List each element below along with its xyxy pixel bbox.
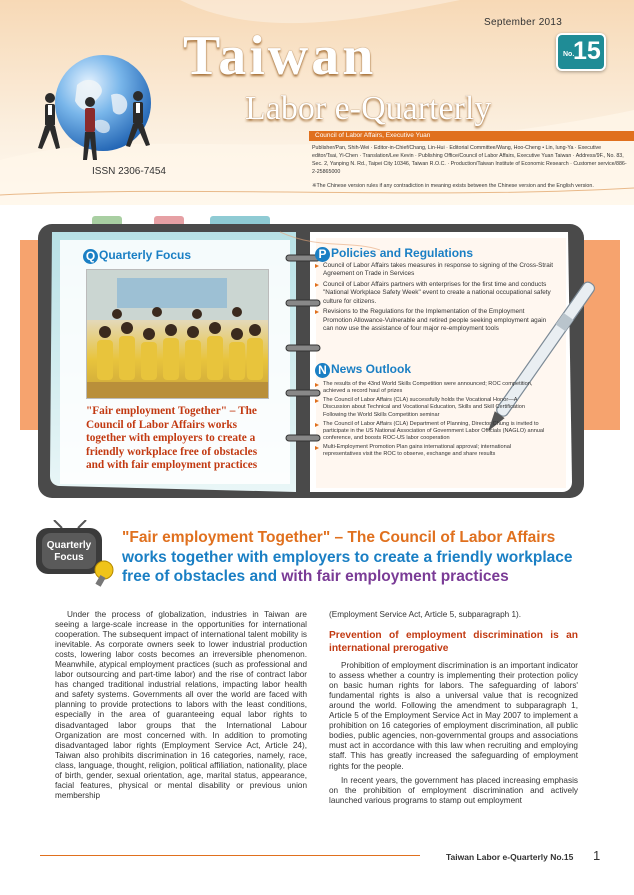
footer-label: Taiwan Labor e-Quarterly No.15 — [446, 852, 574, 862]
heading-initial-icon: Q — [83, 249, 98, 264]
feature-title-part-2: works together with employers to create a friendly workplace free of obstacles and — [122, 548, 573, 585]
news-heading-text: News Outlook — [331, 362, 412, 376]
feature-title-part-1: "Fair employment Together" – The Council of Labor Affairs — [122, 529, 556, 546]
publication-subtitle: Labor e-Quarterly — [245, 90, 492, 127]
badge-line-2: Focus — [54, 552, 84, 563]
badge-line-1: Quarterly — [46, 540, 92, 551]
feature-title — [122, 528, 602, 587]
article-right-column — [329, 610, 578, 806]
quarterly-focus-tv-icon — [32, 520, 114, 588]
masthead — [0, 0, 634, 205]
group-photo — [86, 269, 269, 399]
list-item[interactable]: Council of Labor Affairs partners with enterprises for the first time and conducts "National Workplace Safety Week" event to create a national occupational safety culture for citizens. — [315, 281, 555, 306]
publication-info: Publisher/Pan, Shih-Wei · Editor-in-Chief/Chang, Lin-Hui · Editorial Committee/Wang, Hoo-Cheng • Lin, lung-Ya · Executive editor/Tsai, Yi-Chen · Translation/Lee Kevin · Publishing Office/Council of Labor Affairs, Executive Yuan Taiwan · Address/9F., No. 83, Sec. 2, Yanping N. Rd., Taipei City 10346, Taiwan R.O.C. · Production/Taiwan Institute of Economic Research · Customer service/886-2-25865000 — [312, 145, 627, 175]
issn-number: ISSN 2306-7454 — [92, 166, 166, 177]
list-item[interactable]: Multi-Employment Promotion Plan gains international approval; international representatives visit the ROC to observe, exchange and share results — [315, 444, 545, 458]
agency-bar — [309, 131, 634, 141]
language-note: ※The Chinese version rules if any contradiction in meaning exists between the Chinese version and the English version. — [312, 183, 594, 189]
quarterly-focus-heading-text: Quarterly Focus — [99, 248, 192, 262]
agency-name: Council of Labor Affairs, Executive Yuan — [315, 132, 431, 139]
article-continuation: (Employment Service Act, Article 5, subparagraph 1). — [329, 610, 522, 619]
list-item[interactable]: The Council of Labor Affairs (CLA) successfully holds the Vocational Honor—A Discussion about Technical and Vocational Education, Skills and Skill Certification Following the World Skills Competition seminar — [315, 397, 545, 419]
publication-title: Taiwan — [183, 25, 377, 87]
issue-number: 15 — [573, 37, 601, 65]
heading-initial-icon: N — [315, 363, 330, 378]
group-photo-illustration — [87, 270, 268, 398]
page-number: 1 — [593, 848, 601, 863]
footer-rule — [40, 855, 420, 856]
issue-prefix: No. — [563, 51, 575, 58]
quarterly-focus-heading — [83, 248, 191, 264]
list-item[interactable]: The Council of Labor Affairs (CLA) Department of Planning, Director Chung is invited to participate in the US National Association of Government Labor Officials (NAGLO) annual conference, and boosts ROC-US labor cooperation — [315, 421, 545, 443]
issue-date: September 2013 — [484, 17, 563, 28]
list-item[interactable]: The results of the 43nd World Skills Competition were announced; ROC competition, achieved a record haul of prizes — [315, 381, 545, 395]
policies-heading — [315, 246, 473, 262]
heading-initial-icon: P — [315, 247, 330, 262]
quarterly-focus-caption[interactable]: "Fair employment Together" – The Council of Labor Affairs works together with employers to create a friendly workplace free of obstacles and with fair employment practices — [86, 405, 258, 472]
list-item[interactable]: Revisions to the Regulations for the Implementation of the Employment Promotion Allowance-Vulnerable and retired people seeking employment again can now use the assistance of four major re-employment tools — [315, 308, 555, 333]
business-people-illustration — [28, 88, 168, 168]
article-left-column: Under the process of globalization, industries in Taiwan are seeing a large-scale increase in the opportunities for international cooperation. The subsequent impact of international talent mobility is inevitable. As corporate owners seek to lower industrial production costs, lowering labor costs becomes an irreversible phenomenon. Meanwhile, atypical employment practices (such as professional and labor outsourcing and part-time labor) and the rise of contract labor has changed traditional industrial relations, impacting labor health and safety systems. Governments all over the world are faced with planning to provide protections to labors with the least conditions, especially in the area of guaranteeing equal labor rights to disadvantaged labor groups that the International Labour Organization are most concerned with. In addition to promoting disadvantaged labor rights (Employment Service Act, Article 24), Taiwan also prohibits discrimination in 16 categories, namely, race, class, language, thought, religion, political affiliation, nationality, place of birth, gender, sexual orientation, age, marital status, appearance, facial features, physical or mental disability or previous union membership — [55, 610, 307, 800]
news-list — [315, 381, 545, 460]
policies-heading-text: Policies and Regulations — [331, 246, 474, 260]
article-subheading: Prevention of employment discrimination is an international prerogative — [329, 630, 578, 654]
list-item[interactable]: Council of Labor Affairs takes measures in response to signing of the Cross-Strait Agreement on Trade in Services — [315, 262, 555, 279]
issue-number-badge — [556, 33, 606, 71]
article-paragraph: In recent years, the government has placed increasing emphasis on the prohibition of employment discrimination and actively launched various programs to stamp out employment — [329, 775, 578, 805]
article-paragraph: Prohibition of employment discrimination is an important indicator to assess whether a country is implementing their protection policy on basic human rights for labors. The safeguarding of labors' fundamental rights is also a universal value that is recognized around the world. Following the amendment to subparagraph 1, Article 5 of the Employment Service Act in May 2007 to implement a prohibition on 16 categories of employment discrimination, all public bodies, public agencies, non-governmental groups and associations must act in accordance with this law when recruiting and employing staff. This has greatly increased the safeguarding of employment rights for the people. — [329, 661, 578, 771]
news-heading — [315, 362, 411, 378]
feature-title-part-3: with fair employment practices — [281, 568, 509, 585]
policies-list — [315, 262, 555, 336]
